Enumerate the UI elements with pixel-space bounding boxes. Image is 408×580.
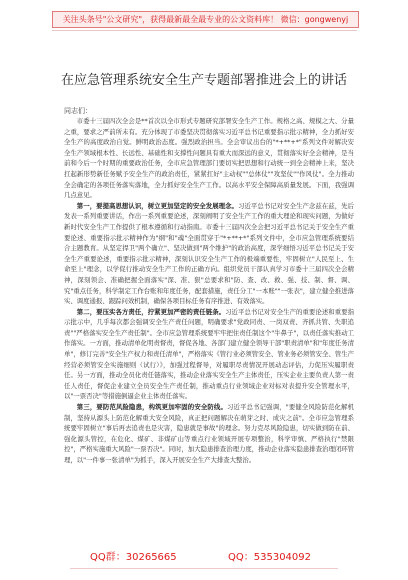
- paragraph-text: 市委十三届四次全会是**首次以全市形式专题研究部署安全生产工作。规格之高、规模之大、分量之重，要求之严前所未有。充分体现了市委坚决贯彻落实习近平总书记重要指示批示精神，全力抓好安全生产的高度政治自觉。鲜明政治态度。强烈政治担当。全会审议出台的"*+**+*"系列文件对解决安全生产领域根本性、长远性、基础性和支撑性问题具有重大而深远的意义，贯彻落实好全会精神，是当前和今后一个时期的重要政治任务，全市应急管理部门要切实把思想和行动统一到全会精神上来，坚决扛起新形势新任务赋予安全生产的政治责任，紧紧扛好"主动权""总体仗""攻坚仗""作风仗"。全力推动全会确定的各项任务落实落地，全力抓好安全生产工作。以高水平安全保障高质量发展。下面，我强调几点意见。: [64, 117, 354, 200]
- paragraph-heading: 第二，要压实各方责任，拧紧更加严密的责任链条。: [76, 307, 226, 316]
- footer-divider: [70, 568, 338, 569]
- paragraph-text: 习近平总书记对安全生产的重要论述和重要指示批示中，几乎每次都会强调安全生产责任问题，明确要求"党政同责、一岗双责、齐抓共管、失职追责""严格落实安全生产责任制"。全市应急管理系统要牢牢把住责任制这个"牛鼻子"，以责任落实推动工作落实。一方面，推动清单化明责督责，督促各地、各部门建立健全领导干部"职责清单"和"年度任务清单"，修订完善"安全生产权力和责任清单"，严格落实《管行业必须管安全、管业务必须管安全、管生产经营必须管安全实施细则（试行）》，加强过程督导，对履职尽责情况开展动态评估，力促压实履职责任。另一方面，推动全员化责任链落实，推动企业落实安全生产主体责任，压实企业主要负责人第一责任人责任，督促企业建立全员安全生产责任制，推动重点行业领域企业对标对表提升安全管理水平，以"一票否决"等措施倒逼企业主体责任落实。: [64, 307, 354, 401]
- qq-number[interactable]: QQ：535304092: [228, 552, 312, 563]
- paragraph-heading: 第一，要提高思想认识，树立更加坚定的安全发展理念。: [76, 201, 238, 210]
- paragraph-heading: 第三，要防范风险隐患，构筑更加牢固的安全防线。: [76, 403, 227, 412]
- header-banner: [0, 0, 408, 34]
- salutation: 同志们：: [64, 107, 92, 115]
- banner-divider: [52, 30, 357, 31]
- qq-group-number[interactable]: QQ群：30265665: [90, 552, 177, 563]
- promo-banner[interactable]: 关注头条号"公文研究"，获得最新最全最专业的公文资料库！ 微信：gongwenyj: [52, 11, 359, 28]
- contact-footer: [0, 546, 408, 566]
- paragraph-second: [64, 307, 354, 402]
- paragraph-text: 习近平总书记强调，"要健全风险防范化解机制，坚持从源头上防范化解重大安全风险，真正把问题解决在萌芽之时、成灾之前"。全市应急管理系统要牢固树立"事后再去追责也是灾害，隐患就是事故"的理念。努力克尽风险隐患，切实做到防在前、强化源头管控，在危化、煤矿、非煤矿山等重点行业领域开展专项整治，科学审慎、严格执行"禁限控"，严格实施重大风险"一票否决"。同时，加大隐患排查治理力度，推动企业落实隐患排查治理闭环管理，以"一件事一张清单"为抓手，深入开展安全生产大排查大整治。: [64, 403, 354, 464]
- paragraph-intro: [64, 116, 354, 201]
- document-body: [64, 116, 354, 540]
- paragraph-first: [64, 201, 354, 307]
- document-title: 在应急管理系统安全生产专题部署推进会上的讲话: [60, 73, 347, 88]
- paragraph-third: [64, 402, 354, 466]
- paragraph-text: 习近平总书记对安全生产念兹在兹，先后发表一系列重要讲话，作出一系列重要论述，深刻阐明了安全生产工作的重大理论和现实问题，为做好新时代安全生产工作提供了根本遵循和行动指南。市委十三届四次全会把习近平总书记关于安全生产重要论述、重要指示批示精神作为"纲"和"魂"全面贯穿于"*+**+*"系列文件中，全市应急管理系统要结合主题教育。从坚定捍卫"两个确立"、坚决做到"两个维护"的政治高度，深学细悟习近平总书记关于安全生产重要论述，重要指示批示精神，深刻认识安全生产工作的极端重要性，牢固树立"人民至上、生命至上"理念，以学促行推动安全生产工作的正确方向。组织党员干部认真学习市委十三届四次全会精神，深刻领会、准确把握全面落实"深、准、狠"总要求和"防、查、改、救、强、技、制、督、调、究"重点任务，科学制定工作台账和年度任务，配套措施，责任分工"一本账""一张表"，建立健全推进落实、调度通报、跟踪问效机制，确保各项目标任务有序推进、有效落实。: [64, 201, 354, 306]
